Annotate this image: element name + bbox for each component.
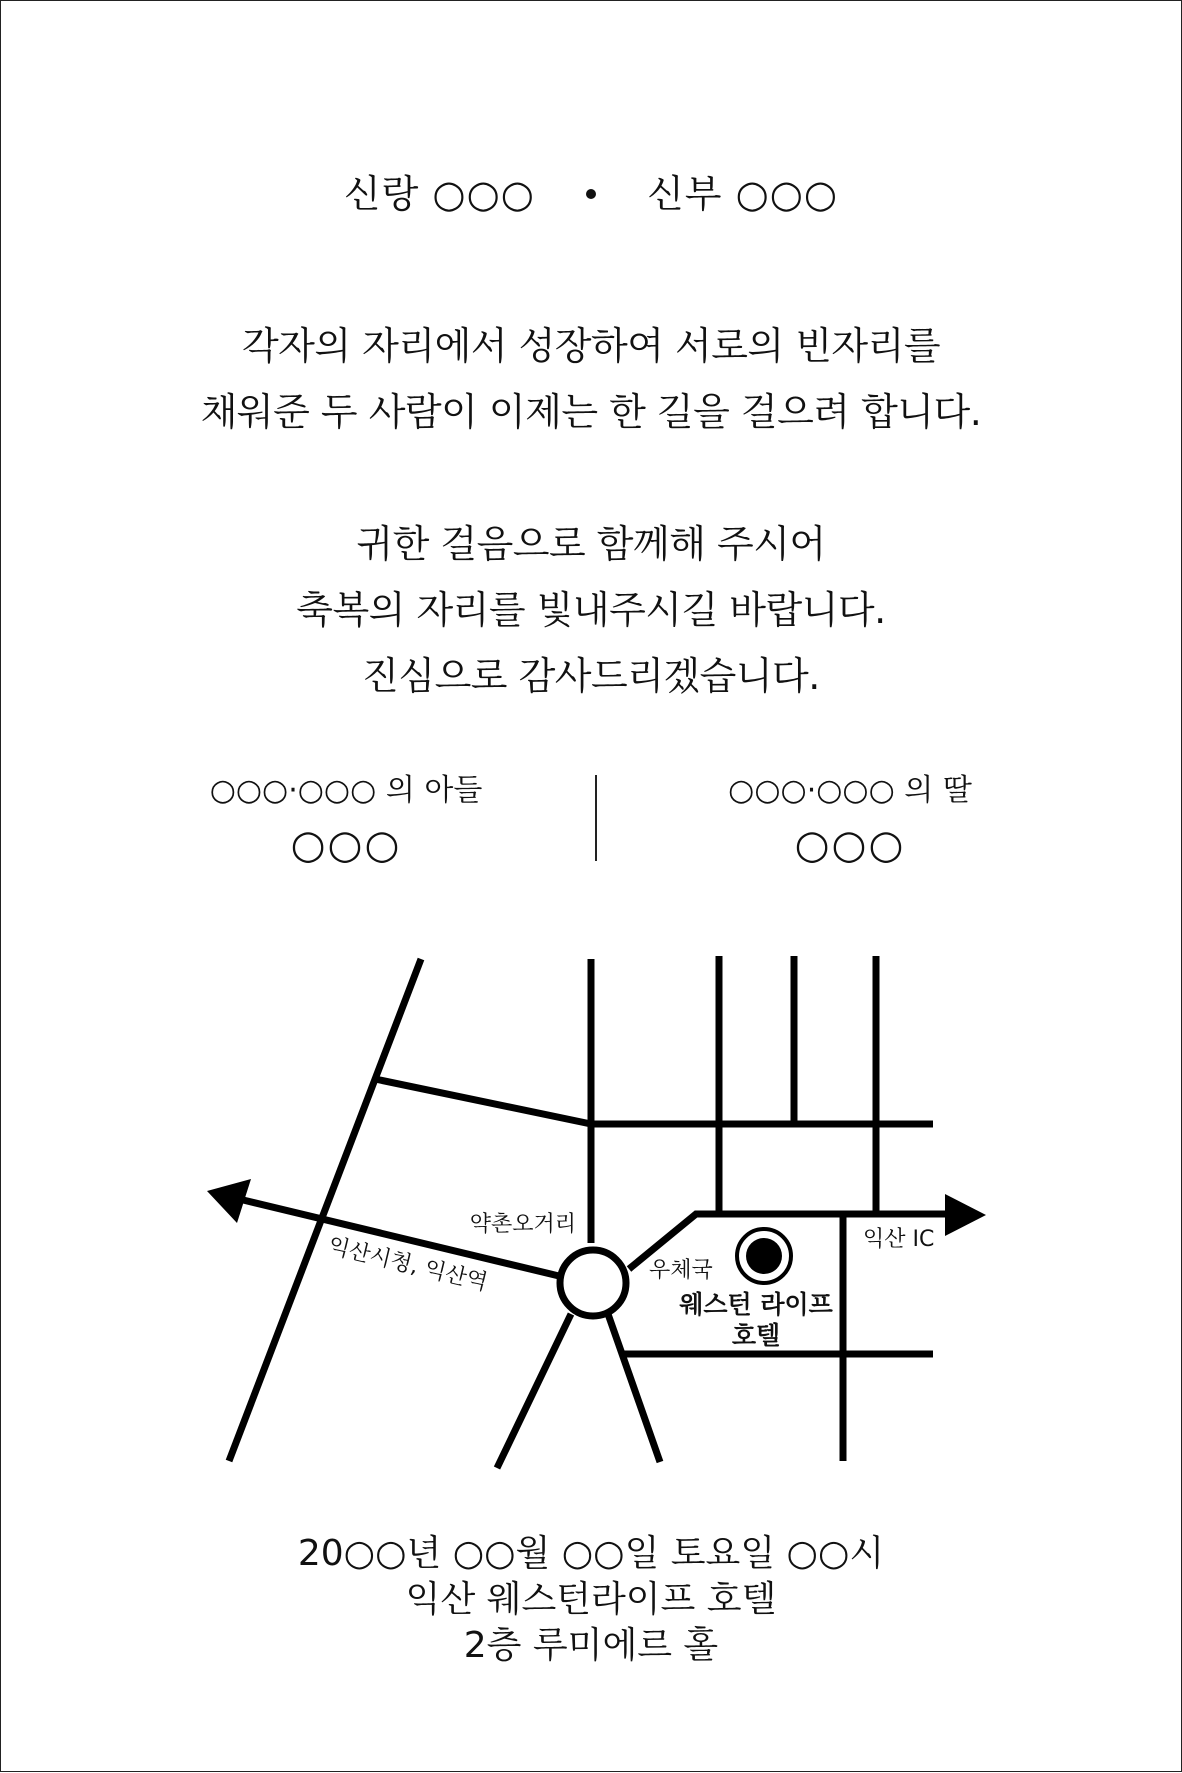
- event-venue: 익산 웨스턴라이프 호텔: [405, 1579, 777, 1620]
- bride-name: ○○○: [735, 172, 839, 216]
- hotel-marker-dot-icon: [746, 1238, 782, 1274]
- message-line: 축복의 자리를 빛내주시길 바랍니다.: [296, 588, 886, 632]
- city-hall-label: 익산시청, 익산역: [325, 1233, 490, 1296]
- groom-label: 신랑: [343, 172, 420, 216]
- message-line: 진심으로 감사드리겠습니다.: [362, 654, 820, 698]
- groom-parents-line: ○○○·○○○ 의 아들: [209, 773, 483, 808]
- groom-name-large: ○○○: [290, 822, 402, 868]
- message-line: 각자의 자리에서 성장하여 서로의 빈자리를: [241, 324, 941, 368]
- location-map: [1, 1, 1182, 1773]
- event-details: [1, 1531, 1181, 1669]
- post-office-label: 우체국: [649, 1258, 713, 1283]
- event-hall: 2층 루미에르 홀: [463, 1625, 719, 1666]
- ic-label: 익산 IC: [863, 1227, 935, 1252]
- bride-parents-line: ○○○·○○○ 의 딸: [728, 773, 972, 808]
- bride-label: 신부: [647, 172, 723, 216]
- junction-label: 약촌오거리: [469, 1212, 576, 1237]
- road-south-right: [608, 1314, 660, 1462]
- arrow-east-icon: [945, 1194, 986, 1236]
- message-line: 귀한 걸음으로 함께해 주시어: [356, 522, 826, 566]
- message-line: 채워준 두 사람이 이제는 한 길을 걸으려 합니다.: [200, 390, 982, 434]
- road-south-left: [497, 1314, 571, 1468]
- event-datetime: 20○○년 ○○월 ○○일 토요일 ○○시: [297, 1533, 885, 1574]
- hotel-label-line1: 웨스턴 라이프: [679, 1290, 833, 1319]
- junction-roundabout-icon: [560, 1250, 626, 1316]
- groom-name: ○○○: [432, 172, 535, 216]
- hotel-label-line2: 호텔: [731, 1321, 781, 1350]
- road-upper-connector: [375, 1079, 591, 1124]
- bride-name-large: ○○○: [794, 822, 906, 868]
- road-diagonal-left: [229, 959, 421, 1461]
